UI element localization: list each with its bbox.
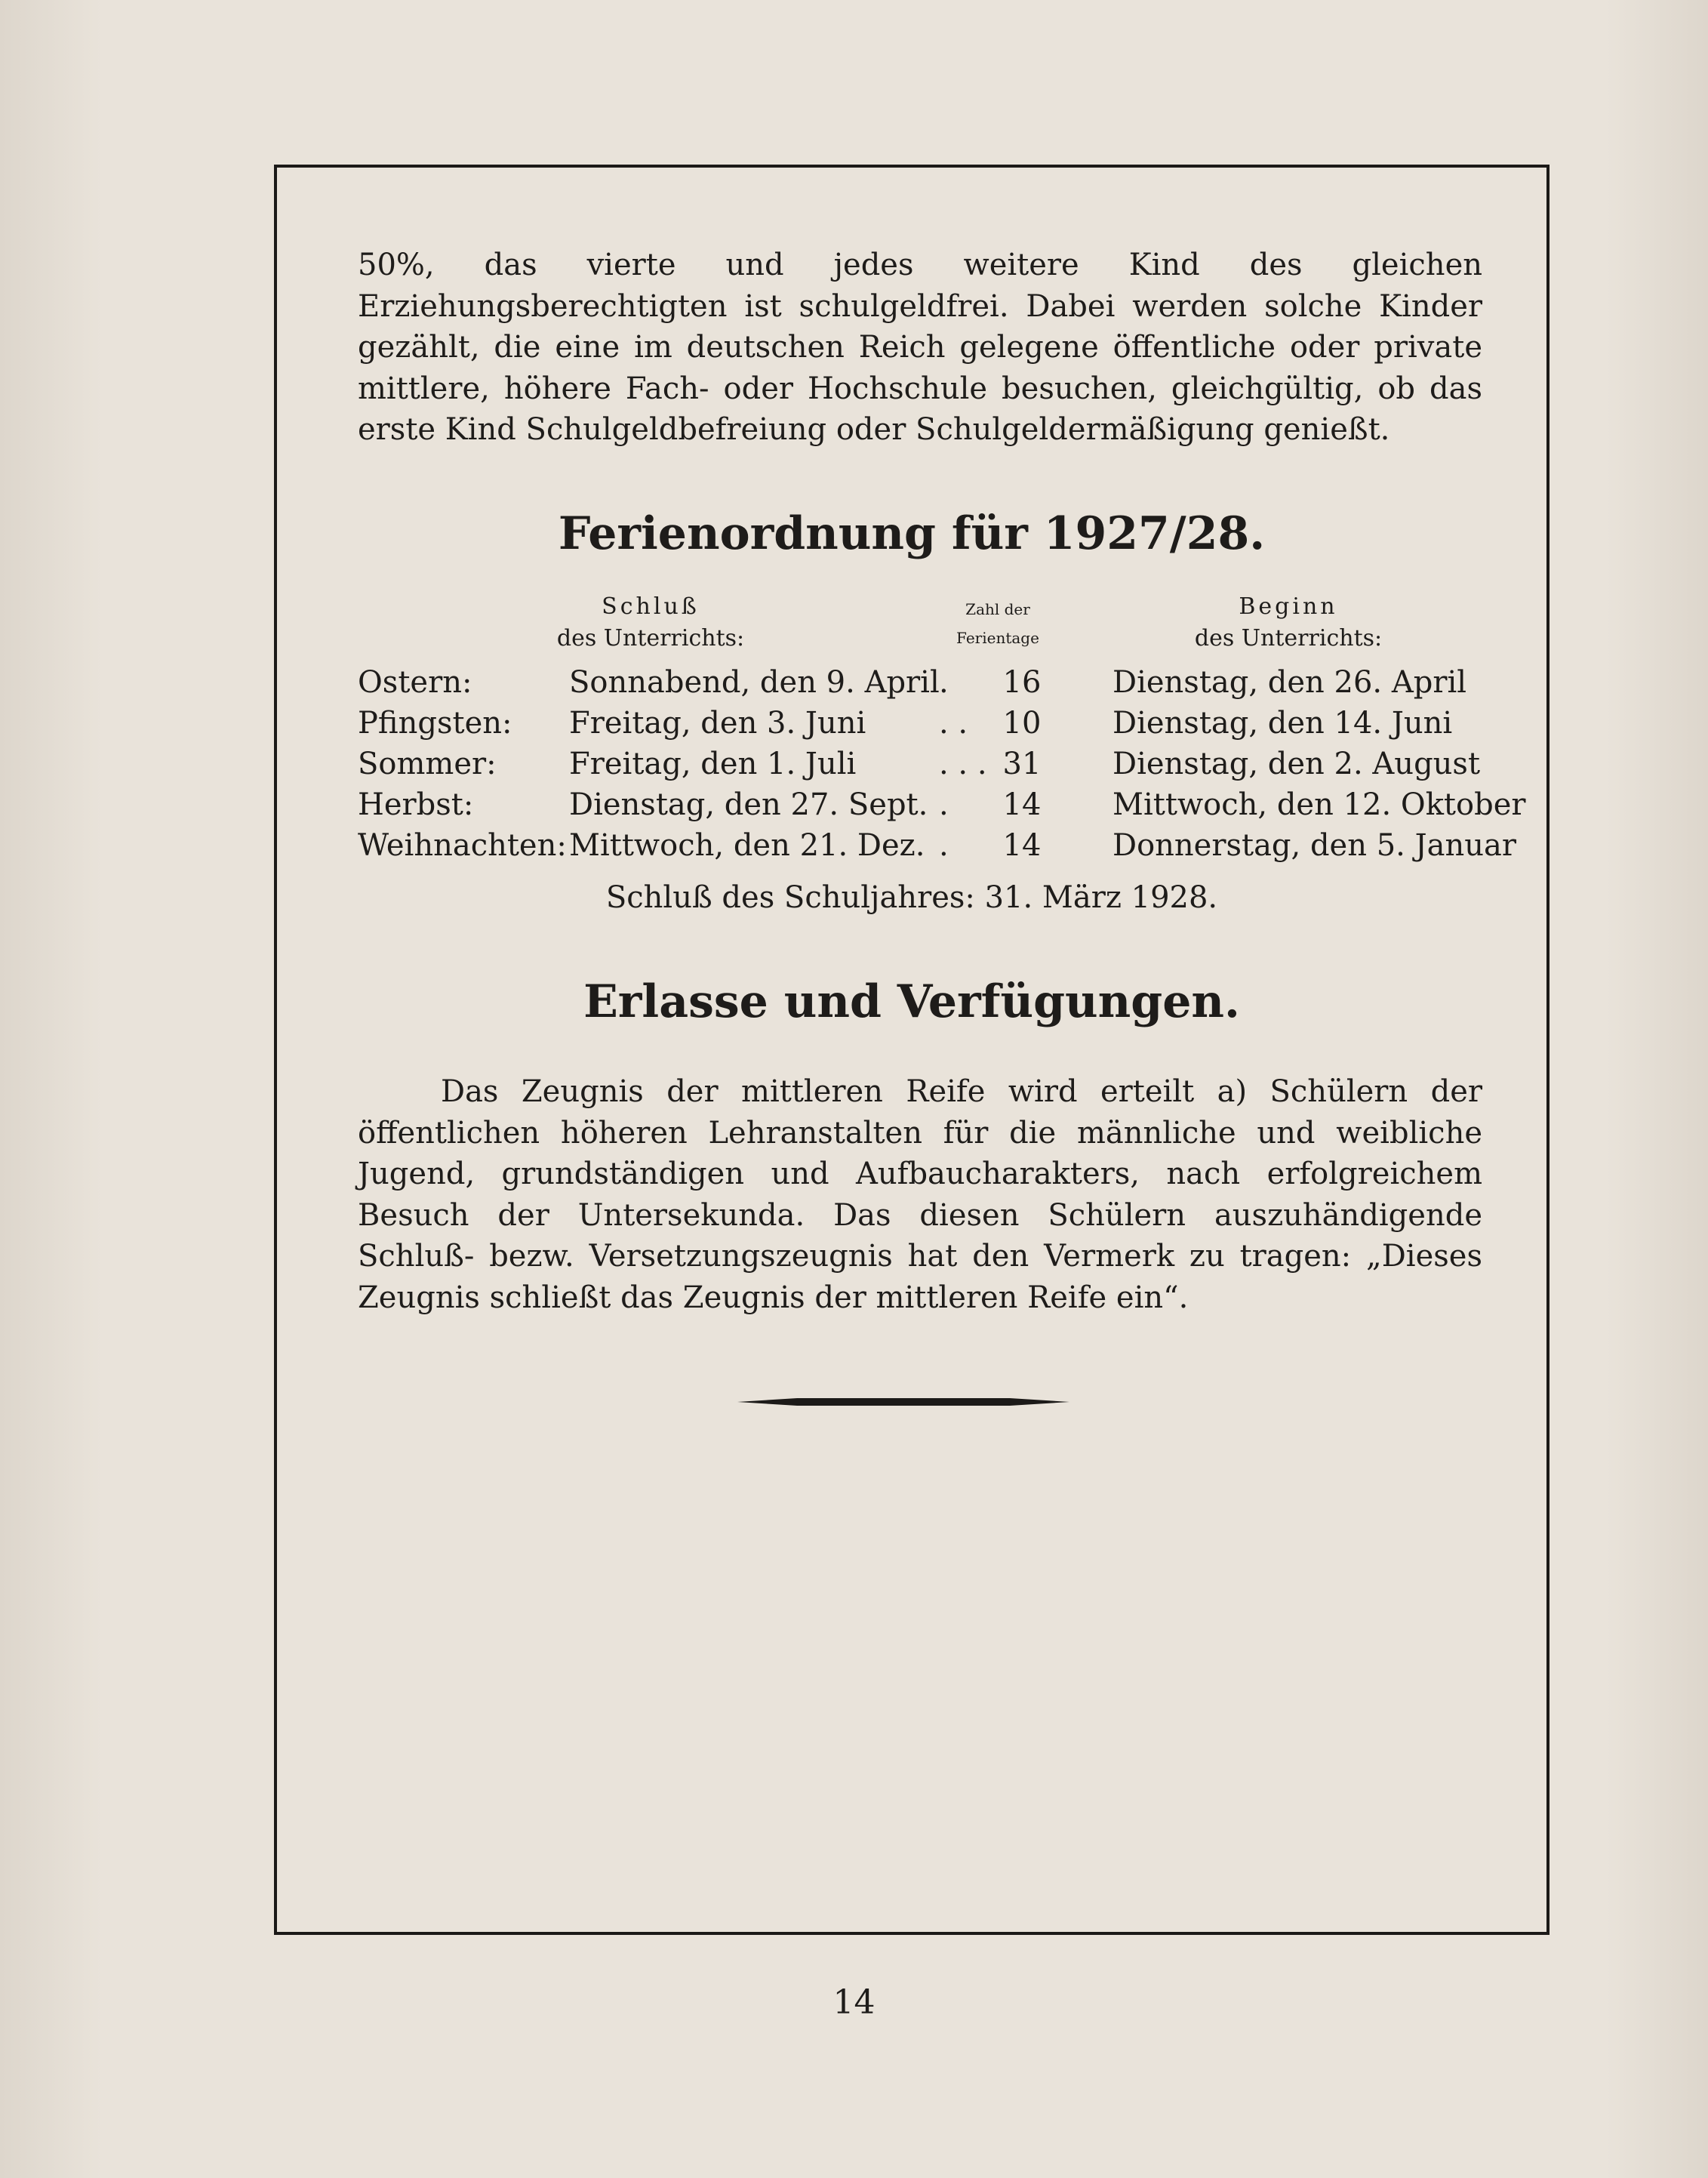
col-header-days-sub: Ferientage	[956, 629, 1039, 647]
decorative-rule	[737, 1398, 1069, 1406]
table-row	[358, 662, 1482, 703]
holiday-days: 14	[1002, 828, 1042, 863]
school-year-end: Schluß des Schuljahres: 31. März 1928.	[605, 880, 1218, 915]
end-date: Dienstag, den 27. Sept.	[569, 787, 928, 822]
col-header-days: Zahl der	[965, 600, 1030, 618]
erlasse-paragraph: Das Zeugnis der mittleren Reife wird erteilt a) Schülern der öffentlichen höheren Lehranstalten für die männliche und weibliche Jugend, grundständigen und Aufbaucharakters, nach erfolgreichem Besuch der Untersekunda. Das diesen Schülern auszuhändigende Schluß- bezw. Versetzungszeugnis hat den Vermerk zu tragen: „Dieses Zeugnis schließt das Zeugnis der mittleren Reife ein“.	[358, 1074, 1482, 1315]
holiday-days: 14	[1002, 787, 1042, 822]
season-label: Sommer:	[358, 747, 497, 781]
end-date: Freitag, den 3. Juni	[569, 706, 866, 741]
season-label: Herbst:	[358, 787, 474, 822]
season-label: Ostern:	[358, 665, 472, 700]
season-label: Pfingsten:	[358, 706, 512, 741]
begin-date: Donnerstag, den 5. Januar	[1113, 828, 1516, 863]
page-frame	[274, 165, 1550, 1935]
leader-dots: . . .	[939, 747, 987, 781]
table-row	[358, 703, 1482, 744]
begin-date: Mittwoch, den 12. Oktober	[1113, 787, 1526, 822]
erlasse-heading: Erlasse und Verfügungen.	[583, 975, 1240, 1028]
table-row	[358, 784, 1526, 825]
leader-dots: .	[939, 665, 949, 700]
table-row	[358, 825, 1516, 866]
leader-dots: .	[939, 787, 949, 822]
table-row	[358, 744, 1482, 784]
col-header-begin: Beginn	[1239, 593, 1338, 620]
ferienordnung-heading: Ferienordnung für 1927/28.	[558, 507, 1266, 560]
intro-paragraph: 50%, das vierte und jedes weitere Kind des gleichen Erziehungsberechtigten ist schulgeldfrei. Dabei werden solche Kinder gezählt, die eine im deutschen Reich gelegene öffentliche oder private mittlere, höhere Fach- oder Hochschule besuchen, gleichgültig, ob das erste Kind Schulgeldbefreiung oder Schulgeldermäßigung genießt.	[358, 248, 1482, 447]
season-label: Weihnachten:	[358, 828, 567, 863]
end-date: Sonnabend, den 9. April	[569, 665, 940, 700]
col-header-end-sub: des Unterrichts:	[556, 625, 745, 652]
page-number: 14	[832, 1983, 876, 2022]
begin-date: Dienstag, den 2. August	[1113, 747, 1481, 781]
holiday-days: 31	[1002, 747, 1042, 781]
holiday-days: 16	[1002, 665, 1042, 700]
end-date: Mittwoch, den 21. Dez.	[569, 828, 925, 863]
holiday-days: 10	[1002, 706, 1042, 741]
begin-date: Dienstag, den 26. April	[1113, 665, 1467, 700]
leader-dots: . .	[939, 706, 968, 741]
end-date: Freitag, den 1. Juli	[569, 747, 857, 781]
leader-dots: .	[939, 828, 949, 863]
begin-date: Dienstag, den 14. Juni	[1113, 706, 1453, 741]
col-header-begin-sub: des Unterrichts:	[1194, 625, 1383, 652]
col-header-end: Schluß	[602, 593, 700, 620]
